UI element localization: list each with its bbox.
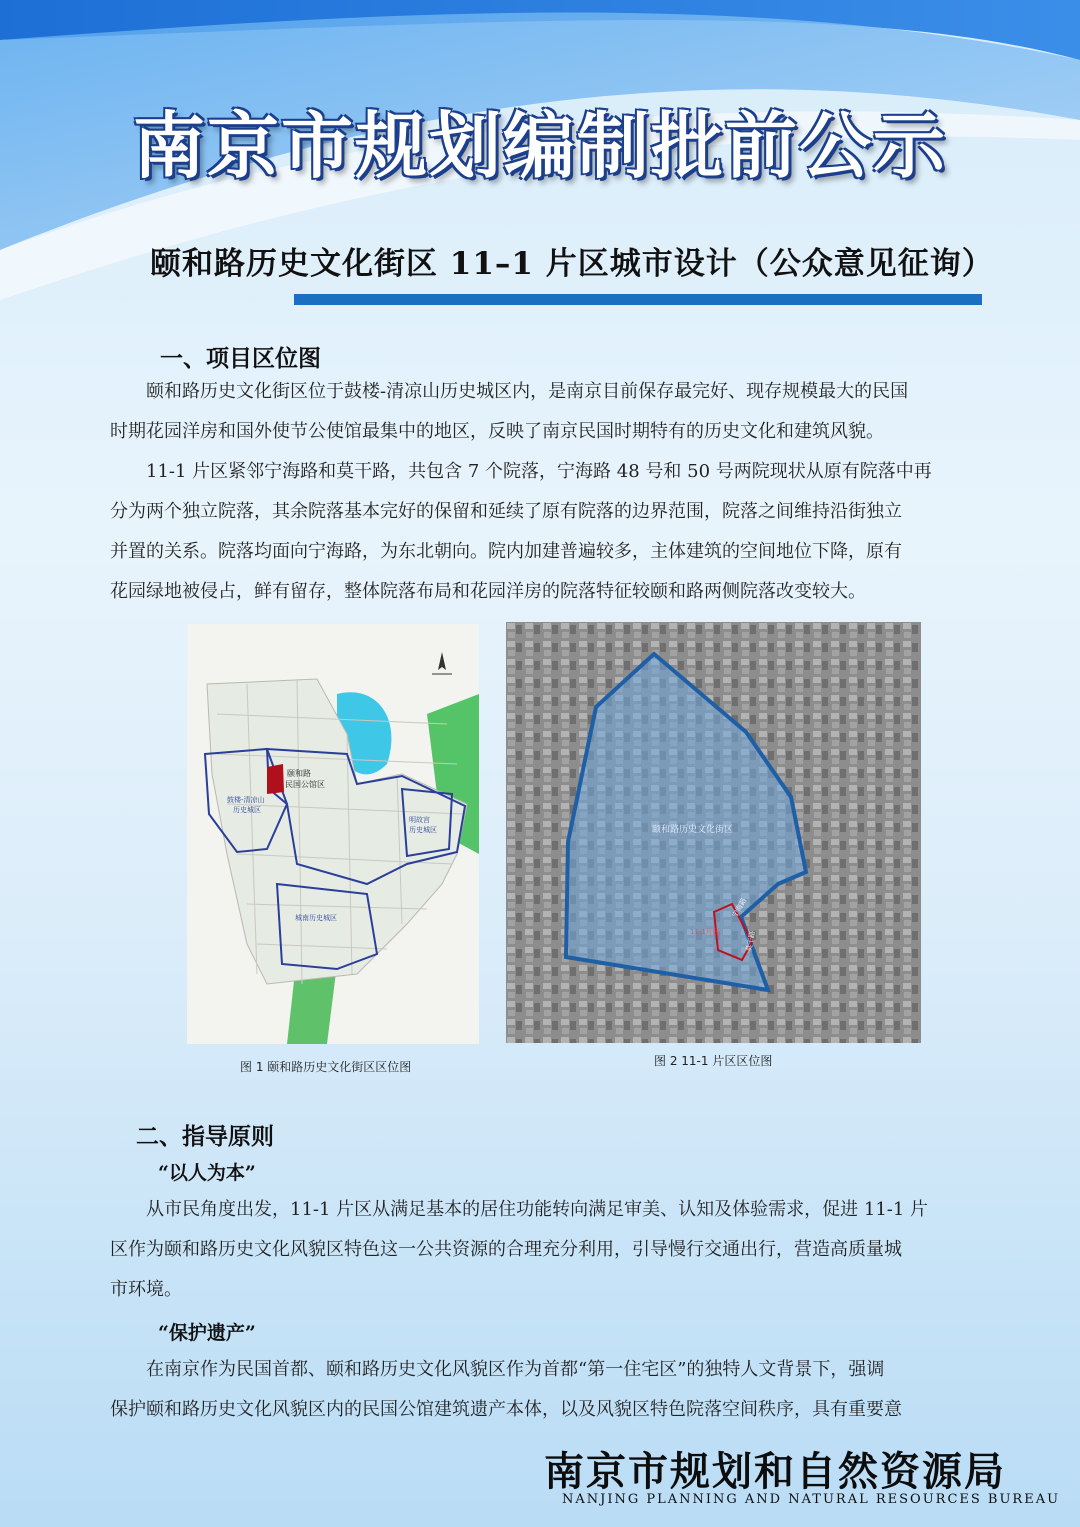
- subtitle: 颐和路历史文化街区 11–1 片区城市设计（公众意见征询）: [150, 246, 994, 282]
- section2-heading: 二、指导原则: [136, 1124, 274, 1150]
- figure2-caption: 图 2 11-1 片区区位图: [654, 1054, 773, 1068]
- subtitle-underline: [294, 294, 982, 305]
- section1-line: 并置的关系。院落均面向宁海路，为东北朝向。院内加建普遍较多，主体建筑的空间地位下降，原有: [110, 541, 902, 562]
- principle2-text: [110, 1350, 1010, 1430]
- principle1-line: 市环境。: [110, 1279, 182, 1300]
- fig1-label: 城南历史城区: [295, 914, 337, 922]
- section1-heading: 一、项目区位图: [160, 346, 321, 372]
- fig1-label: 历史城区: [409, 826, 437, 834]
- section1-line: 花园绿地被侵占，鲜有留存，整体院落布局和花园洋房的院落特征较颐和路两侧院落改变较大。: [110, 581, 866, 602]
- fig2-label: 颐和路历史文化街区: [652, 825, 734, 835]
- principle2-title: “保护遗产”: [158, 1322, 256, 1344]
- section1-paragraphs: [110, 372, 1010, 612]
- figure1-caption: 图 1 颐和路历史文化街区区位图: [240, 1060, 412, 1074]
- principle1-text: [110, 1190, 1010, 1310]
- fig2-label: 莫干路: [745, 930, 757, 953]
- fig1-label: 鼓楼-清凉山: [227, 796, 265, 804]
- section1-line: 分为两个独立院落，其余院落基本完好的保留和延续了原有院落的边界范围，院落之间维持沿街独立: [110, 501, 902, 522]
- footer-org-en: NANJING PLANNING AND NATURAL RESOURCES BUREAU: [562, 1492, 1061, 1507]
- principle2-line: 保护颐和路历史文化风貌区内的民国公馆建筑遗产本体，以及风貌区特色院落空间秩序，具有重要意: [110, 1399, 902, 1420]
- fig1-label: 历史城区: [233, 806, 261, 814]
- footer-org-cn: 南京市规划和自然资源局: [544, 1448, 1006, 1495]
- yihe-highlight: [267, 764, 284, 794]
- principle1-line: 区作为颐和路历史文化风貌区特色这一公共资源的合理充分利用，引导慢行交通出行，营造高质量城: [110, 1239, 902, 1260]
- fig2-label: 宁海路: [730, 896, 749, 919]
- principle2-line: 在南京作为民国首都、颐和路历史文化风貌区作为首都“第一住宅区”的独特人文背景下，强调: [110, 1359, 885, 1380]
- fig1-label: 明故宫: [409, 816, 430, 824]
- main-title: 南京市规划编制批前公示: [132, 104, 947, 188]
- principle1-title: “以人为本”: [158, 1162, 256, 1184]
- figure2-map: [506, 622, 921, 1043]
- section1-line: 11-1 片区紧邻宁海路和莫干路，共包含 7 个院落，宁海路 48 号和 50 号两院现状从原有院落中再: [110, 461, 932, 482]
- principle1-line: 从市民角度出发，11-1 片区从满足基本的居住功能转向满足审美、认知及体验需求，促进 11-1 片: [110, 1199, 929, 1220]
- section1-line: 颐和路历史文化街区位于鼓楼-清凉山历史城区内，是南京目前保存最完好、现存规模最大的民国: [110, 381, 909, 402]
- fig2-label: 11-1片区: [690, 928, 720, 936]
- section1-line: 时期花园洋房和国外使节公使馆最集中的地区，反映了南京民国时期特有的历史文化和建筑风貌。: [110, 421, 884, 442]
- fig1-label: 颐和路: [287, 769, 311, 778]
- figure1-map: [187, 624, 479, 1044]
- fig1-label: 民国公馆区: [285, 780, 325, 789]
